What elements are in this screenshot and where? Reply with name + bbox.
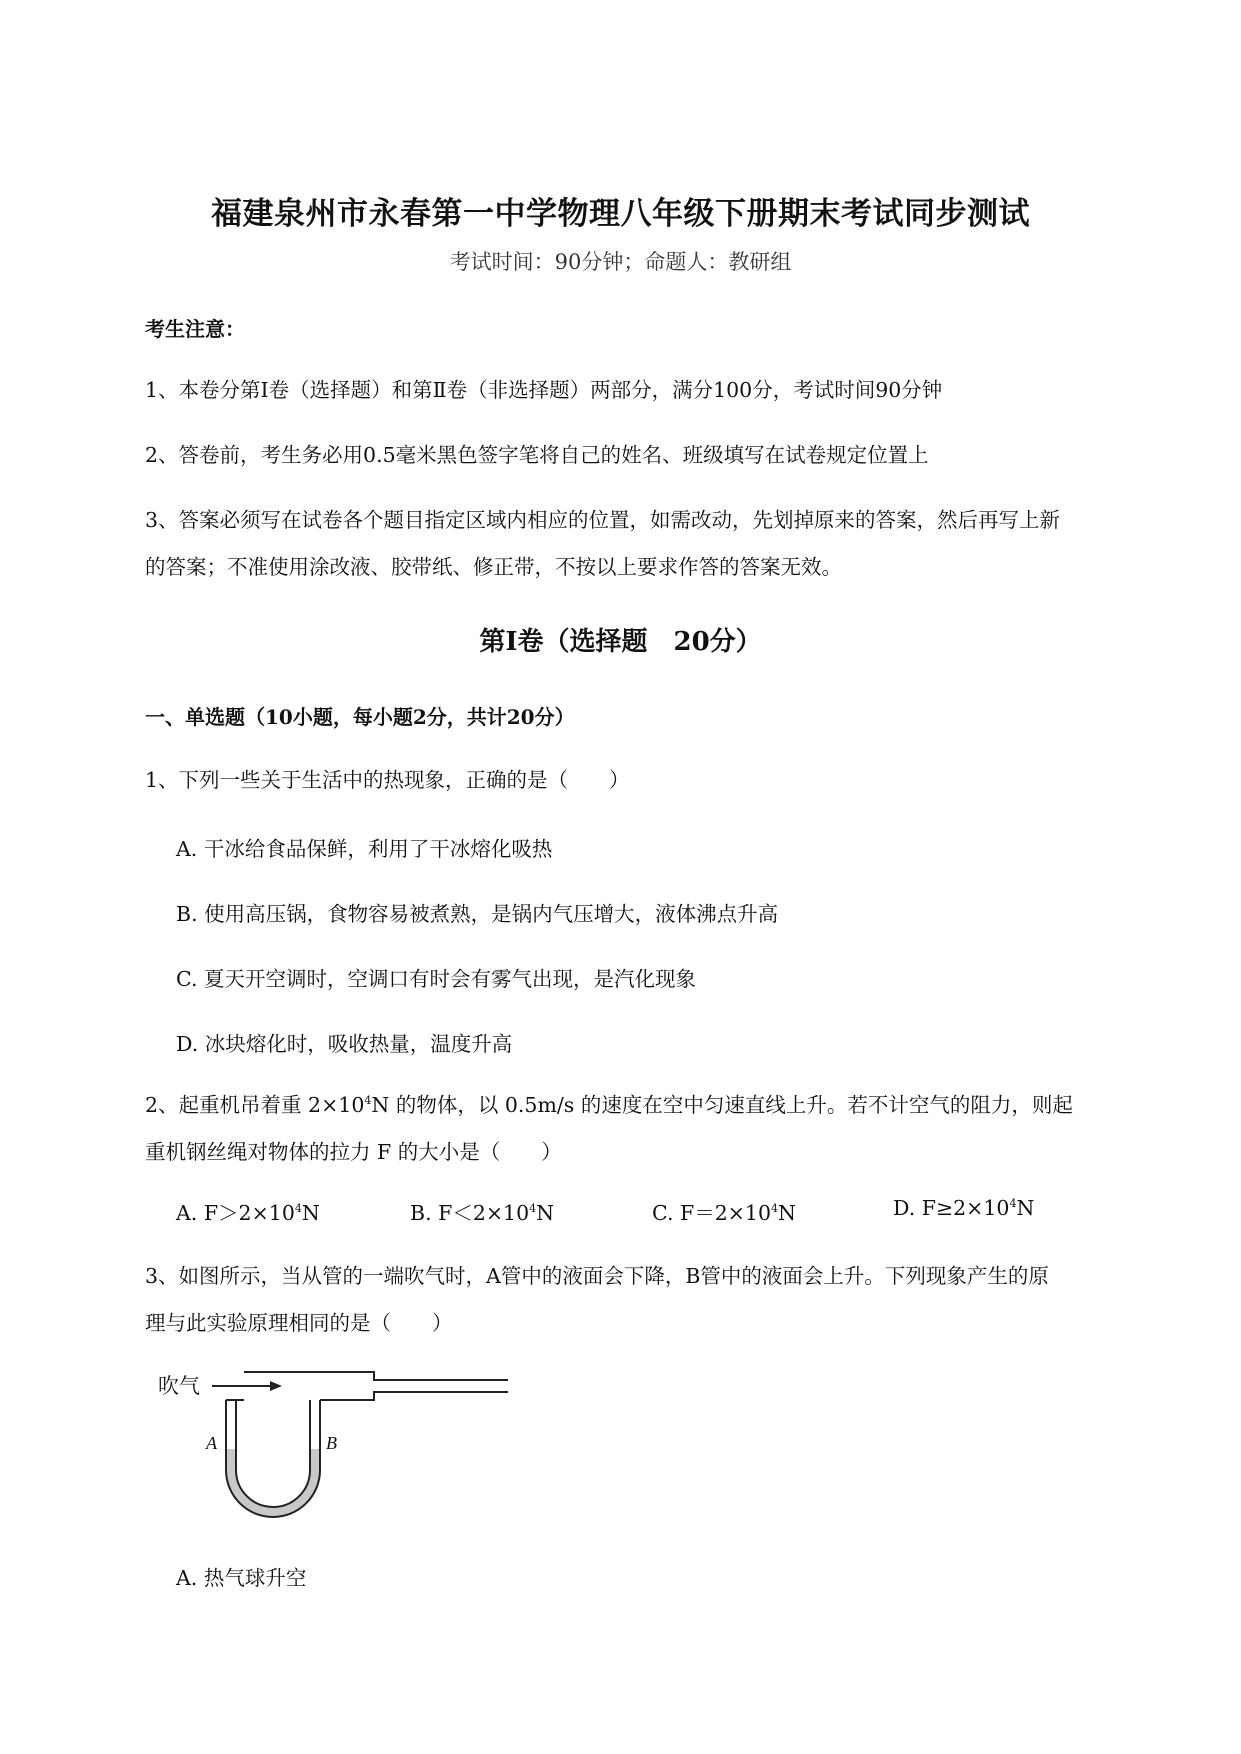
- exam-subtitle: 考试时间：90分钟；命题人：教研组: [449, 250, 792, 274]
- u-tube-inner-wall: [236, 1400, 310, 1507]
- q2-option-a-unit: N: [301, 1201, 320, 1225]
- notice-item-1: 1、本卷分第Ⅰ卷（选择题）和第Ⅱ卷（非选择题）两部分，满分100分，考试时间90分钟: [145, 378, 943, 402]
- u-tube-figure: [170, 1360, 530, 1520]
- q2-option-b-unit: N: [536, 1201, 555, 1225]
- q2-option-a-exponent: 4: [294, 1202, 302, 1216]
- q2-option-d-unit: N: [1016, 1196, 1035, 1220]
- q2-option-c-exponent: 4: [771, 1202, 779, 1216]
- q1-option-b: B. 使用高压锅，食物容易被煮熟，是锅内气压增大，液体沸点升高: [176, 902, 779, 926]
- q2-stem-part-a: 2、起重机吊着重 2×10: [145, 1093, 365, 1117]
- q2-stem-line-1: [145, 1087, 1073, 1123]
- horizontal-tube-top-wall: [244, 1372, 508, 1380]
- q2-option-a-text: A. F＞2×10: [176, 1201, 295, 1225]
- q1-stem: 1、下列一些关于生活中的热现象，正确的是（ ）: [145, 768, 630, 792]
- q2-option-c: [652, 1196, 796, 1226]
- notice-heading: 考生注意：: [145, 317, 245, 341]
- q1-option-a: A. 干冰给食品保鲜，利用了干冰熔化吸热: [176, 837, 553, 861]
- q3-stem-line-1: 3、如图所示，当从管的一端吹气时，A管中的液面会下降，B管中的液面会上升。下列现象产生的原: [145, 1264, 1049, 1288]
- notice-item-2: 2、答卷前，考生务必用0.5毫米黑色签字笔将自己的姓名、班级填写在试卷规定位置上: [145, 443, 929, 467]
- exam-title: 福建泉州市永春第一中学物理八年级下册期末考试同步测试: [211, 196, 1030, 232]
- q2-stem-part-b: N 的物体，以 0.5m/s 的速度在空中匀速直线上升。若不计空气的阻力，则起: [371, 1093, 1073, 1117]
- q1-option-d: D. 冰块熔化时，吸收热量，温度升高: [176, 1032, 513, 1056]
- figure-label-a: A: [206, 1433, 217, 1453]
- q2-stem-line-2: 重机钢丝绳对物体的拉力 F 的大小是（ ）: [145, 1140, 562, 1164]
- u-tube-diagram: [158, 1360, 530, 1524]
- q2-option-d-exponent: 4: [1009, 1197, 1017, 1211]
- q2-option-b-exponent: 4: [529, 1202, 537, 1216]
- q3-option-a: A. 热气球升空: [176, 1566, 307, 1590]
- q2-exponent: 4: [364, 1094, 372, 1108]
- blow-arrow-head: [270, 1381, 282, 1391]
- q2-option-b: [410, 1196, 554, 1226]
- q2-option-d-text: D. F≥2×10: [893, 1196, 1010, 1220]
- q2-option-b-text: B. F＜2×10: [410, 1201, 530, 1225]
- figure-label-blow: 吹气: [158, 1374, 200, 1398]
- part-heading: 一、单选题（10小题，每小题2分，共计20分）: [145, 705, 575, 729]
- q2-option-c-unit: N: [778, 1201, 796, 1225]
- q2-option-d: [893, 1196, 1034, 1220]
- q1-option-c: C. 夏天开空调时，空调口有时会有雾气出现，是汽化现象: [176, 967, 696, 991]
- horizontal-tube-bottom-right: [320, 1392, 508, 1400]
- figure-label-b: B: [326, 1433, 337, 1453]
- q2-option-c-text: C. F＝2×10: [652, 1201, 772, 1225]
- q2-option-a: [176, 1196, 320, 1226]
- notice-item-3-line-2: 的答案；不准使用涂改液、胶带纸、修正带，不按以上要求作答的答案无效。: [145, 555, 842, 579]
- notice-item-3-line-1: 3、答案必须写在试卷各个题目指定区域内相应的位置，如需改动，先划掉原来的答案，然后再写上新: [145, 508, 1061, 532]
- q3-stem-line-2: 理与此实验原理相同的是（ ）: [145, 1311, 453, 1335]
- section-title: 第Ⅰ卷（选择题 20分）: [479, 627, 762, 657]
